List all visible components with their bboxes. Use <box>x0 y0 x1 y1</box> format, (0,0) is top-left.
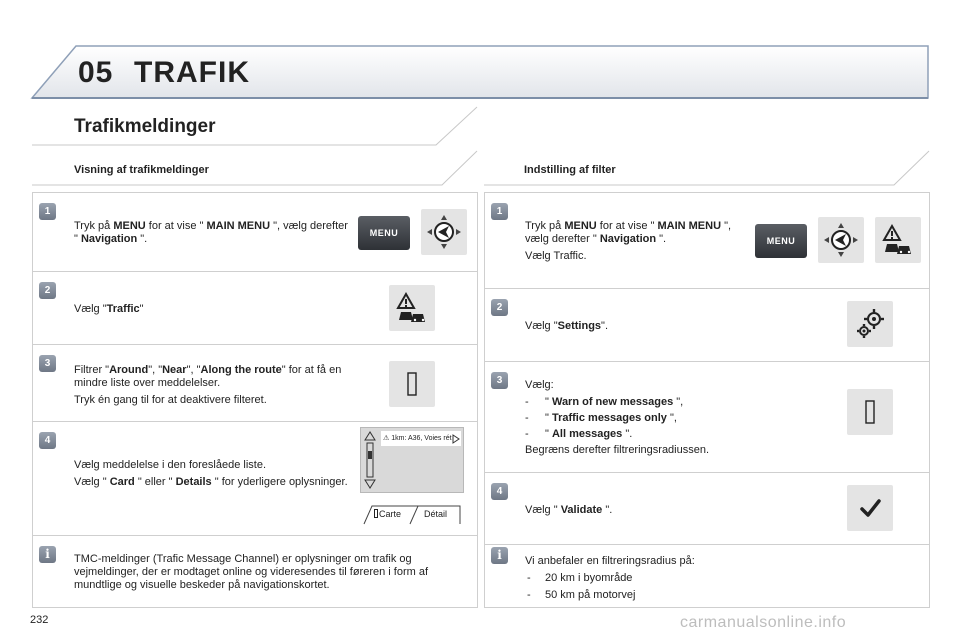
navigation-icon <box>421 209 467 255</box>
traffic-icon <box>875 217 921 263</box>
left-info-text: TMC-meldinger (Trafic Message Channel) er oplysninger om trafik og vejmeldinger, der er modtaget online og videresendes til føreren i form af mundtlige og visuelle beskeder på navigationskortet. <box>74 553 429 591</box>
filter-icon <box>847 389 893 435</box>
traffic-list-screen <box>360 427 464 493</box>
section-title: Trafikmeldinger <box>74 116 216 137</box>
traffic-message-text: 1km: A36, Voies rét <box>391 435 452 442</box>
left-info <box>33 536 477 609</box>
right-info <box>485 545 929 609</box>
right-step-1 <box>485 193 929 289</box>
step-number-badge: 4 <box>491 483 508 500</box>
left-step-1-text: Tryk på MENU for at vise " MAIN MENU ", vælg derefter " Navigation ". <box>74 220 348 245</box>
right-step-2 <box>485 289 929 362</box>
option-warn-new: - " Warn of new messages ", <box>525 396 684 408</box>
page-number: 232 <box>30 614 49 626</box>
option-traffic-only: - " Traffic messages only ", <box>525 412 677 424</box>
chapter-number: 05 <box>78 56 114 89</box>
radius-item-city: - 20 km i byområde <box>527 572 633 584</box>
right-column <box>484 192 930 608</box>
left-step-3-text: Filtrer "Around", "Near", "Along the route" for at få en mindre liste over meddelelser. Tryk én gang til for at deaktivere filteret. <box>74 364 342 406</box>
left-step-1 <box>33 193 477 272</box>
watermark: carmanualsonline.info <box>680 614 847 631</box>
step-number-badge: 4 <box>39 432 56 449</box>
right-step-2-text: Vælg "Settings". <box>525 320 609 332</box>
right-subtitle: Indstilling af filter <box>524 164 616 176</box>
step-number-badge: 1 <box>39 203 56 220</box>
right-step-4 <box>485 473 929 545</box>
right-step-4-text: Vælg " Validate ". <box>525 504 613 516</box>
left-subtitle: Visning af trafikmeldinger <box>74 164 209 176</box>
chapter-title: TRAFIK <box>134 56 250 89</box>
right-step-3-text: Vælg: - " Warn of new messages ", - " Traffic messages only ", - " All messages ". Begræns derefter filtreringsradiussen. <box>525 379 825 457</box>
left-column <box>32 192 478 608</box>
settings-gears-icon <box>847 301 893 347</box>
radius-item-motorway: - 50 km på motorvej <box>527 589 636 601</box>
traffic-message-item <box>381 431 461 446</box>
traffic-icon <box>389 285 435 331</box>
screen-scrollbar <box>363 431 377 489</box>
step-number-badge: 3 <box>39 355 56 372</box>
navigation-icon <box>818 217 864 263</box>
step-number-badge: 2 <box>491 299 508 316</box>
info-icon: i <box>39 546 56 563</box>
warning-icon: ⚠ <box>383 435 390 442</box>
right-step-3 <box>485 362 929 473</box>
menu-button: MENU <box>358 216 410 250</box>
left-step-2-text: Vælg "Traffic" <box>74 303 144 315</box>
left-step-2 <box>33 272 477 345</box>
menu-button: MENU <box>755 224 807 258</box>
step-number-badge: 3 <box>491 372 508 389</box>
play-arrow-icon <box>452 434 460 444</box>
right-step-1-text: Tryk på MENU for at vise " MAIN MENU ", vælg derefter " Navigation ". Vælg Traffic. <box>525 220 732 262</box>
step-number-badge: 2 <box>39 282 56 299</box>
info-icon: i <box>491 547 508 564</box>
option-all-messages: - " All messages ". <box>525 428 633 440</box>
filter-icon <box>389 361 435 407</box>
step-number-badge: 1 <box>491 203 508 220</box>
right-info-text: Vi anbefaler en filtreringsradius på: - 20 km i byområde - 50 km på motorvej <box>525 555 905 602</box>
left-step-3 <box>33 345 477 422</box>
left-step-4-text: Vælg meddelelse i den foreslåede liste. Vælg " Card " eller " Details " for yderligere oplysninger. <box>74 459 348 488</box>
card-softkey: Carte <box>374 503 401 525</box>
detail-softkey: Détail <box>424 509 448 519</box>
checkmark-icon <box>847 485 893 531</box>
screen-softkeys <box>362 503 464 525</box>
